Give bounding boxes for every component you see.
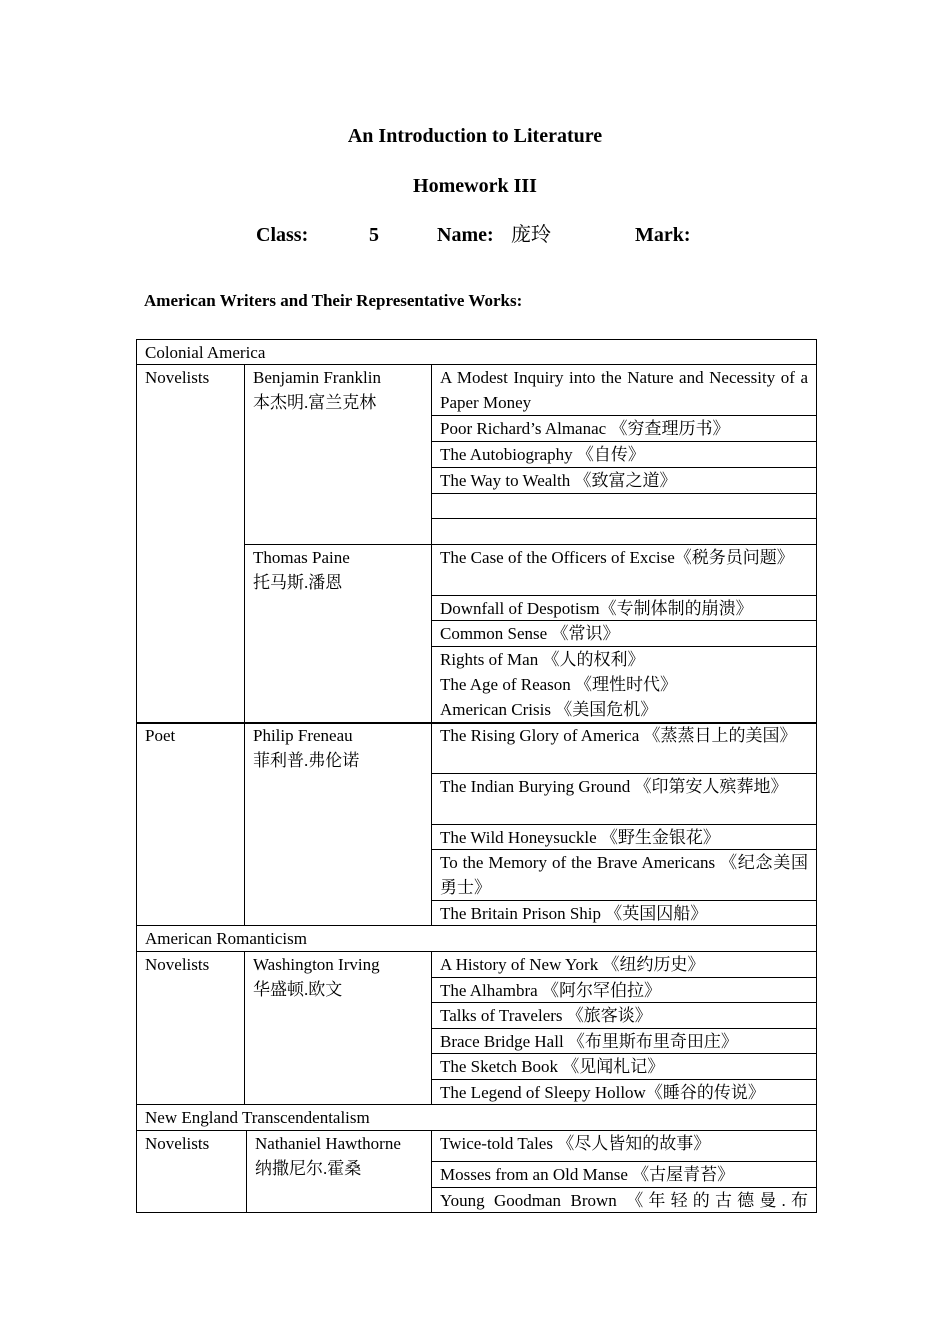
section-heading: American Writers and Their Representative Works: bbox=[144, 291, 523, 310]
work-item: Rights of Man 《人的权利》 bbox=[440, 650, 645, 669]
name-label: Name: bbox=[437, 224, 494, 246]
author-irving bbox=[244, 951, 432, 1105]
author-name-en: Philip Freneau bbox=[253, 726, 353, 745]
work-item: The Age of Reason 《理性时代》 bbox=[440, 675, 678, 694]
work-item: The Indian Burying Ground 《印第安人殡葬地》 bbox=[431, 773, 817, 825]
work-item: Downfall of Despotism《专制体制的崩溃》 bbox=[431, 595, 817, 621]
work-item: The Alhambra 《阿尔罕伯拉》 bbox=[431, 977, 817, 1003]
class-value: 5 bbox=[369, 224, 379, 246]
category-novelists: Novelists bbox=[136, 1130, 247, 1213]
work-item-empty bbox=[431, 493, 817, 519]
author-name-cn: 纳撒尼尔.霍桑 bbox=[255, 1159, 362, 1178]
work-item: The Sketch Book 《见闻札记》 bbox=[431, 1053, 817, 1080]
work-item-empty bbox=[431, 518, 817, 545]
author-franklin bbox=[244, 364, 432, 545]
work-item: The Wild Honeysuckle 《野生金银花》 bbox=[431, 824, 817, 850]
author-name-en: Thomas Paine bbox=[253, 548, 350, 567]
document-title: An Introduction to Literature bbox=[347, 125, 603, 147]
work-item: American Crisis 《美国危机》 bbox=[440, 700, 658, 719]
work-item: The Legend of Sleepy Hollow《睡谷的传说》 bbox=[431, 1079, 817, 1105]
author-name-cn: 托马斯.潘恩 bbox=[253, 573, 343, 592]
work-item: The Autobiography 《自传》 bbox=[431, 441, 817, 468]
author-name-en: Benjamin Franklin bbox=[253, 368, 381, 387]
work-item: The Case of the Officers of Excise《税务员问题》 bbox=[431, 544, 817, 596]
author-paine bbox=[244, 544, 432, 724]
period-row-romanticism: American Romanticism bbox=[136, 925, 817, 952]
work-item: The Britain Prison Ship 《英国囚船》 bbox=[431, 900, 817, 926]
work-item: The Way to Wealth 《致富之道》 bbox=[431, 467, 817, 494]
work-item: Common Sense 《常识》 bbox=[431, 620, 817, 647]
author-name-cn: 菲利普.弗伦诺 bbox=[253, 751, 360, 770]
name-value: 庞玲 bbox=[511, 224, 551, 246]
work-item: Mosses from an Old Manse 《古屋青苔》 bbox=[431, 1161, 817, 1188]
category-novelists: Novelists bbox=[136, 951, 245, 1105]
work-item: A History of New York 《纽约历史》 bbox=[431, 951, 817, 978]
work-item: Twice-told Tales 《尽人皆知的故事》 bbox=[431, 1130, 817, 1162]
category-novelists: Novelists bbox=[136, 364, 245, 724]
author-name-cn: 华盛顿.欧文 bbox=[253, 980, 343, 999]
work-item: The Rising Glory of America 《蒸蒸日上的美国》 bbox=[431, 722, 817, 774]
author-freneau bbox=[244, 722, 432, 926]
work-item: Talks of Travelers 《旅客谈》 bbox=[431, 1002, 817, 1029]
author-hawthorne bbox=[246, 1130, 432, 1213]
work-item-group bbox=[431, 646, 817, 724]
author-name-cn: 本杰明.富兰克林 bbox=[253, 393, 377, 412]
mark-label: Mark: bbox=[635, 224, 691, 246]
work-item: Young Goodman Brown 《年轻的古德曼.布 bbox=[431, 1187, 817, 1213]
work-item: Poor Richard’s Almanac 《穷查理历书》 bbox=[431, 415, 817, 442]
work-item: A Modest Inquiry into the Nature and Necessity of a Paper Money bbox=[431, 364, 817, 416]
category-poet: Poet bbox=[136, 722, 245, 926]
author-name-en: Washington Irving bbox=[253, 955, 380, 974]
document-subtitle: Homework III bbox=[413, 175, 537, 197]
class-label: Class: bbox=[256, 224, 309, 246]
author-name-en: Nathaniel Hawthorne bbox=[255, 1134, 401, 1153]
period-row-colonial: Colonial America bbox=[136, 339, 817, 365]
period-row-transcendentalism: New England Transcendentalism bbox=[136, 1104, 817, 1131]
work-item: Brace Bridge Hall 《布里斯布里奇田庄》 bbox=[431, 1028, 817, 1054]
work-item: To the Memory of the Brave Americans 《纪念美国勇士》 bbox=[431, 849, 817, 901]
